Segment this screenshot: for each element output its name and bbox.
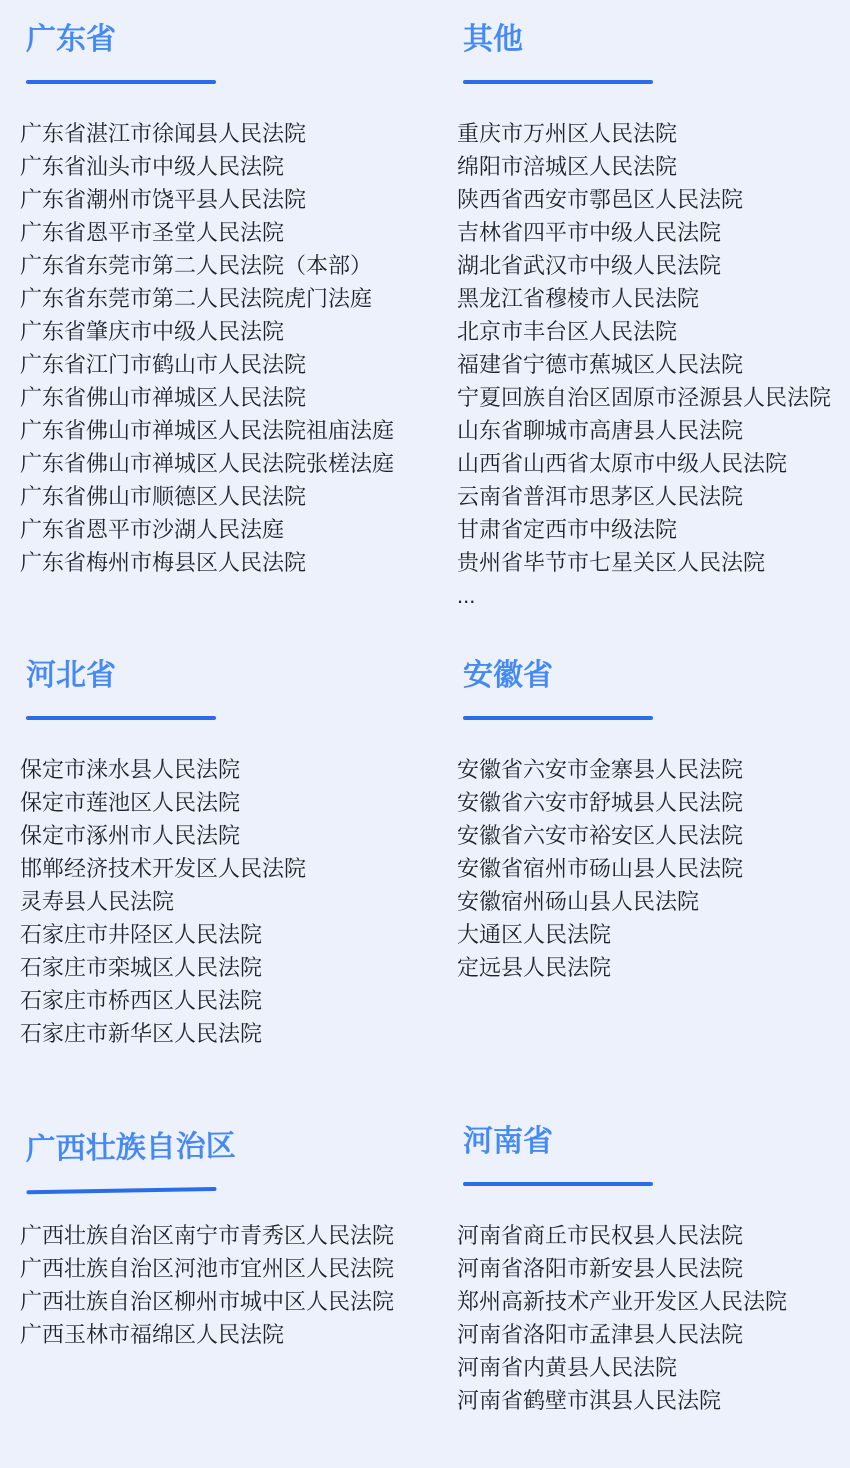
court-list-item: 广东省佛山市禅城区人民法院张槎法庭 xyxy=(20,451,395,476)
court-list-item: 广东省江门市鹤山市人民法院 xyxy=(20,352,307,377)
section-title-other: 其他 xyxy=(463,23,523,56)
court-list-item: 甘肃省定西市中级法院 xyxy=(457,517,678,542)
court-list-item: 山西省山西省太原市中级人民法院 xyxy=(457,451,788,476)
court-list-item: 湖北省武汉市中级人民法院 xyxy=(457,253,722,278)
section-title-guangxi: 广西壮族自治区 xyxy=(25,1129,237,1167)
court-list-item: 河南省洛阳市孟津县人民法院 xyxy=(457,1322,744,1347)
section-head xyxy=(20,23,457,84)
court-list-item: 贵州省毕节市七星关区人民法院 xyxy=(457,550,766,575)
court-list-item: 广东省恩平市沙湖人民法庭 xyxy=(20,517,285,542)
court-list-item: 广东省佛山市禅城区人民法院 xyxy=(20,385,307,410)
court-list-item: 邯郸经济技术开发区人民法院 xyxy=(20,856,307,881)
court-list-item: 广东省佛山市顺德区人民法院 xyxy=(20,484,307,509)
section-row-2 xyxy=(20,659,832,1050)
section-row-3 xyxy=(20,1125,832,1417)
court-list-item: ... xyxy=(457,583,476,608)
court-list-item: 大通区人民法院 xyxy=(457,922,612,947)
section-row-1 xyxy=(20,23,832,612)
title-underline xyxy=(26,80,216,84)
court-list-item: 云南省普洱市思茅区人民法院 xyxy=(457,484,744,509)
court-list-item: 广东省佛山市禅城区人民法院祖庙法庭 xyxy=(20,418,395,443)
section-head xyxy=(457,659,832,720)
title-underline xyxy=(463,80,653,84)
section-title-anhui: 安徽省 xyxy=(463,659,553,692)
court-list-item: 安徽省六安市裕安区人民法院 xyxy=(457,823,744,848)
court-list-hebei xyxy=(20,753,457,1050)
court-list-item: 广西壮族自治区河池市宜州区人民法院 xyxy=(20,1256,395,1281)
court-list-item: 山东省聊城市高唐县人民法院 xyxy=(457,418,744,443)
section-guangdong xyxy=(20,23,457,612)
court-list-item: 重庆市万州区人民法院 xyxy=(457,121,678,146)
court-list-item: 郑州高新技术产业开发区人民法院 xyxy=(457,1289,788,1314)
court-list-guangdong xyxy=(20,117,457,579)
court-list-item: 石家庄市桥西区人民法院 xyxy=(20,988,263,1013)
title-underline xyxy=(26,716,216,720)
court-list-item: 灵寿县人民法院 xyxy=(20,889,175,914)
court-list-item: 河南省内黄县人民法院 xyxy=(457,1355,678,1380)
section-title-hebei: 河北省 xyxy=(26,659,116,692)
court-list-item: 安徽省宿州市砀山县人民法院 xyxy=(457,856,744,881)
court-list-item: 保定市涿州市人民法院 xyxy=(20,823,241,848)
court-list-item: 石家庄市井陉区人民法院 xyxy=(20,922,263,947)
section-hebei xyxy=(20,659,457,1050)
court-list-item: 广西玉林市福绵区人民法院 xyxy=(20,1322,285,1347)
section-anhui xyxy=(457,659,832,1050)
court-list-item: 广东省湛江市徐闻县人民法院 xyxy=(20,121,307,146)
court-list-item: 保定市涞水县人民法院 xyxy=(20,757,241,782)
court-list-item: 安徽省六安市金寨县人民法院 xyxy=(457,757,744,782)
court-list-item: 广东省东莞市第二人民法院（本部） xyxy=(20,253,373,278)
court-list-item: 保定市莲池区人民法院 xyxy=(20,790,241,815)
court-list-item: 定远县人民法院 xyxy=(457,955,612,980)
section-head xyxy=(457,23,832,84)
court-list-item: 黑龙江省穆棱市人民法院 xyxy=(457,286,700,311)
court-list-henan xyxy=(457,1219,832,1417)
court-list-item: 广东省恩平市圣堂人民法院 xyxy=(20,220,285,245)
court-list-item: 广东省肇庆市中级人民法院 xyxy=(20,319,285,344)
court-list-item: 河南省鹤壁市淇县人民法院 xyxy=(457,1388,722,1413)
court-list-item: 吉林省四平市中级人民法院 xyxy=(457,220,722,245)
court-list-item: 河南省洛阳市新安县人民法院 xyxy=(457,1256,744,1281)
section-head xyxy=(457,1125,832,1186)
section-title-guangdong: 广东省 xyxy=(26,23,116,56)
court-list-item: 石家庄市新华区人民法院 xyxy=(20,1021,263,1046)
court-list-item: 宁夏回族自治区固原市泾源县人民法院 xyxy=(457,385,832,410)
court-list-other xyxy=(457,117,832,612)
section-head xyxy=(19,1126,457,1195)
court-list-item: 安徽宿州砀山县人民法院 xyxy=(457,889,700,914)
court-list-guangxi xyxy=(20,1219,457,1351)
title-underline xyxy=(463,1182,653,1186)
section-other xyxy=(457,23,832,612)
court-list-item: 广东省潮州市饶平县人民法院 xyxy=(20,187,307,212)
court-list-item: 安徽省六安市舒城县人民法院 xyxy=(457,790,744,815)
court-list-item: 广西壮族自治区南宁市青秀区人民法院 xyxy=(20,1223,395,1248)
section-head xyxy=(20,659,457,720)
court-list-item: 绵阳市涪城区人民法院 xyxy=(457,154,678,179)
court-list-item: 河南省商丘市民权县人民法院 xyxy=(457,1223,744,1248)
court-list-item: 陕西省西安市鄠邑区人民法院 xyxy=(457,187,744,212)
court-list-item: 广西壮族自治区柳州市城中区人民法院 xyxy=(20,1289,395,1314)
title-underline xyxy=(463,716,653,720)
title-underline xyxy=(26,1187,216,1194)
court-list-item: 福建省宁德市蕉城区人民法院 xyxy=(457,352,744,377)
court-list-item: 北京市丰台区人民法院 xyxy=(457,319,678,344)
court-list-item: 广东省汕头市中级人民法院 xyxy=(20,154,285,179)
court-list-item: 广东省梅州市梅县区人民法院 xyxy=(20,550,307,575)
section-henan xyxy=(457,1125,832,1417)
section-guangxi xyxy=(20,1125,457,1417)
section-title-henan: 河南省 xyxy=(463,1125,553,1158)
court-list-anhui xyxy=(457,753,832,984)
court-list-item: 石家庄市栾城区人民法院 xyxy=(20,955,263,980)
court-list-item: 广东省东莞市第二人民法院虎门法庭 xyxy=(20,286,373,311)
